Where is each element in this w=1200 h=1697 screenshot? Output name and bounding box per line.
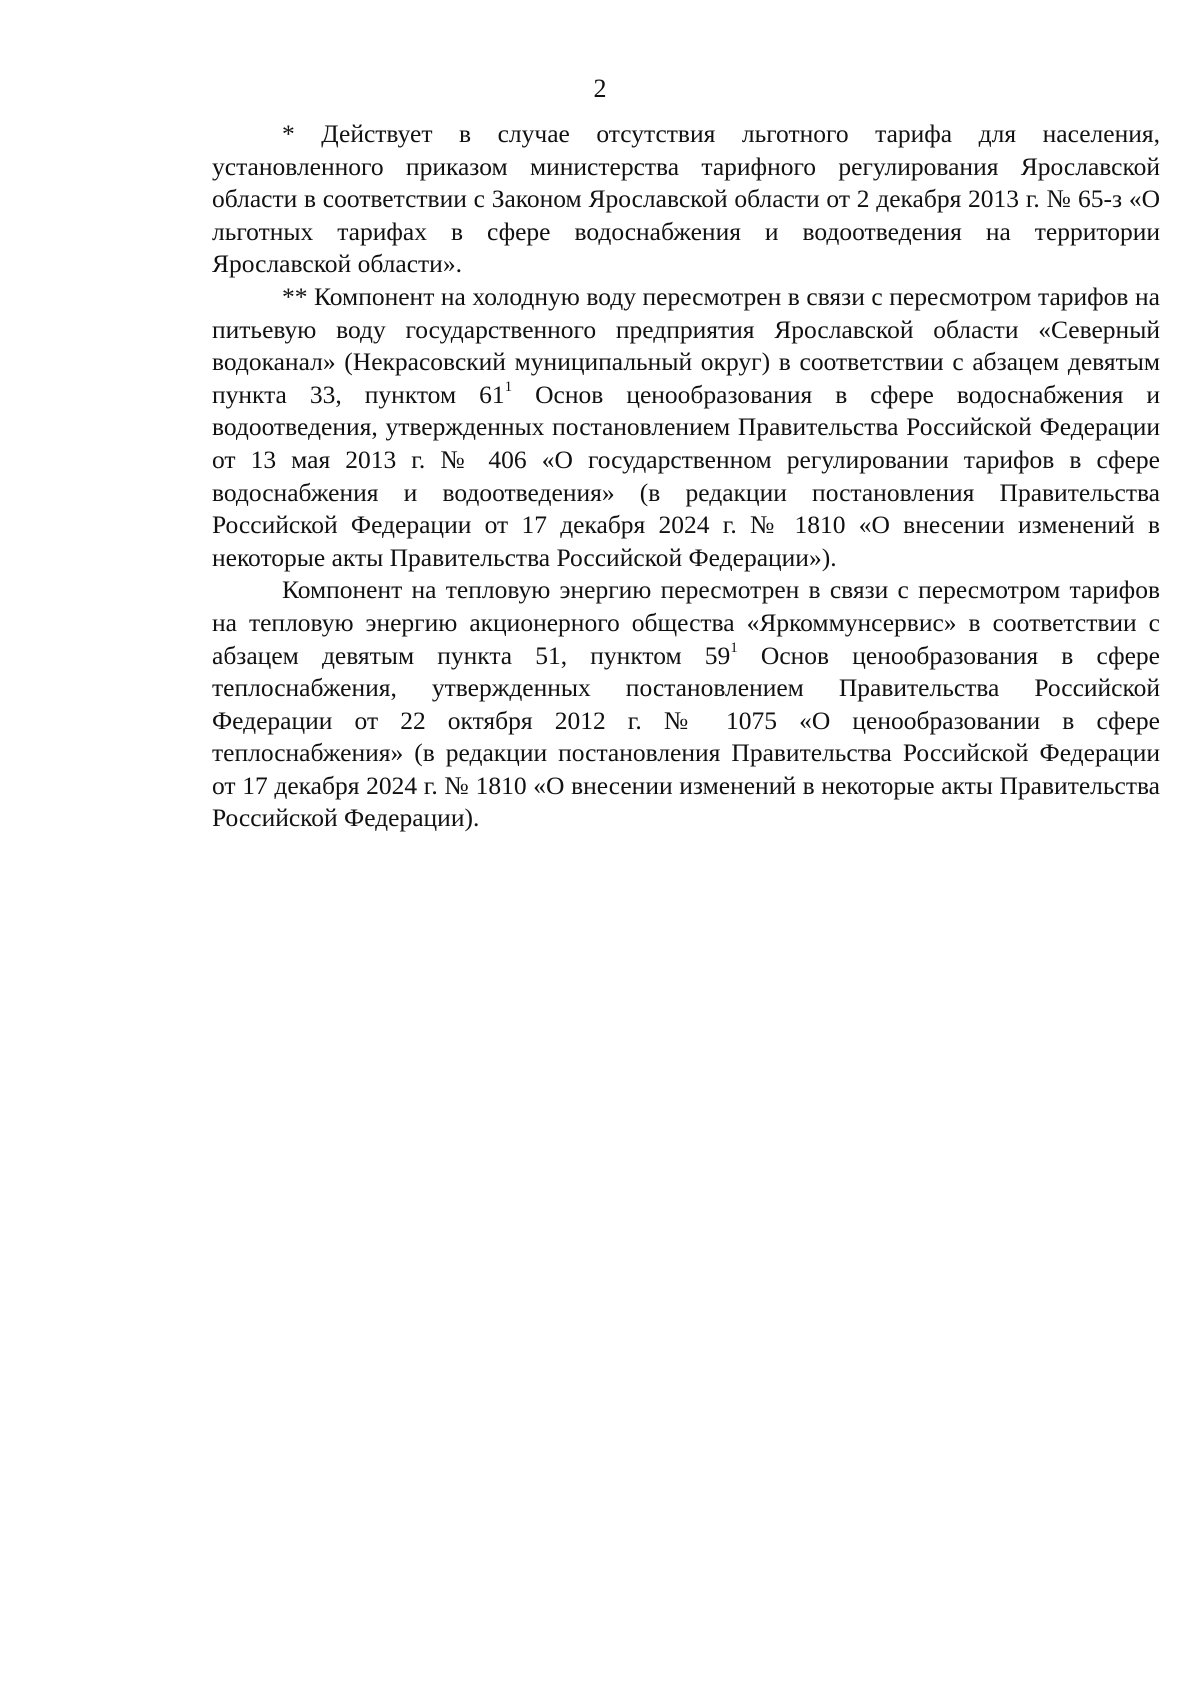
paragraph-text-start: Компонент на тепловую энергию пересмотрен в связи с пересмотром тарифов на тепловую энергию акционерного общества «Яркоммунсервис» в соответствии с абзацем девятым пункта 51, пунктом 59 xyxy=(212,575,1160,670)
paragraph-text: * Действует в случае отсутствия льготного тарифа для населения, установленного приказом министерства тарифного регулирования Ярославской области в соответствии с Законом Ярославской области от 2 декабря 2013 г. № 65-з «О льготных тарифах в сфере водоснабжения и водоотведения на территории Ярославской области». xyxy=(212,119,1160,279)
paragraph-text-end: Основ ценообразования в сфере теплоснабжения, утвержденных постановлением Правительства Российской Федерации от 22 октября 2012 г. № 1075 «О ценообразовании в сфере теплоснабжения» (в редакции постановления Правительства Российской Федерации от 17 декабря 2024 г. № 1810 «О внесении изменений в некоторые акты Правительства Российской Федерации). xyxy=(212,640,1160,833)
paragraph-text-end: Основ ценообразования в сфере водоснабжения и водоотведения, утвержденных постановлением Правительства Российской Федерации от 13 мая 2013 г. № 406 «О государственном регулировании тарифов в сфере водоснабжения и водоотведения» (в редакции постановления Правительства Российской Федерации от 17 декабря 2024 г. № 1810 «О внесении изменений в некоторые акты Правительства Российской Федерации»). xyxy=(212,379,1160,572)
document-body xyxy=(212,118,1160,835)
paragraph-heat-energy xyxy=(212,574,1160,835)
superscript: 1 xyxy=(730,640,738,656)
footnote-double-asterisk xyxy=(212,281,1160,574)
superscript: 1 xyxy=(504,379,513,396)
paragraph-text-start: ** Компонент на холодную воду пересмотрен в связи с пересмотром тарифов на питьевую воду государственного предприятия Ярославской области «Северный водоканал» (Некрасовский муниципальный округ) в соответствии с абзацем девятым пункта 33, пунктом 61 xyxy=(212,281,1160,409)
page-number: 2 xyxy=(593,74,607,103)
footnote-single-asterisk xyxy=(212,118,1160,281)
